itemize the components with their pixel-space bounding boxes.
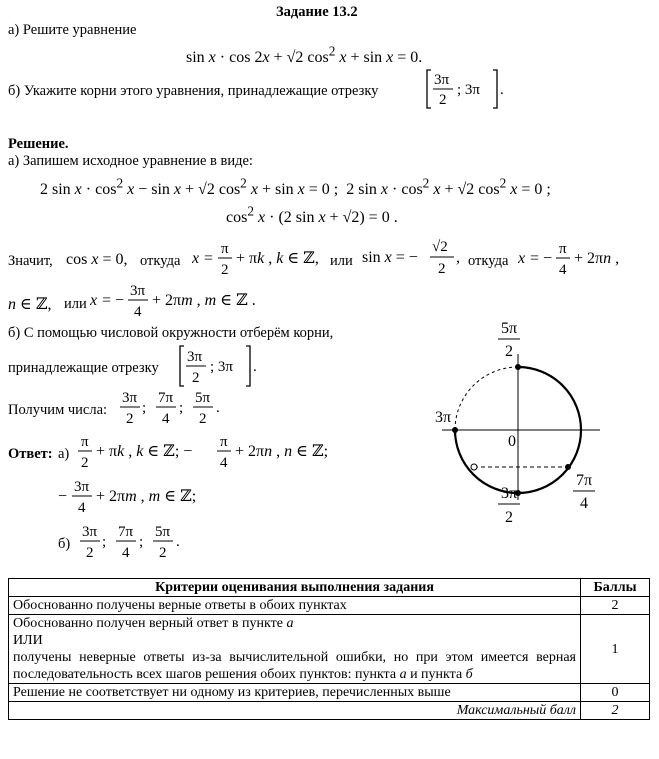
svg-text:x: x xyxy=(518,250,526,267)
answer-a-prefix: а) xyxy=(58,446,70,462)
svg-text:+ πk , k ∈ ℤ,: + πk , k ∈ ℤ, xyxy=(236,250,319,267)
svg-text:+ 2πn ,: + 2πn , xyxy=(574,250,620,267)
point-top xyxy=(515,364,521,370)
svg-text:x: x xyxy=(192,250,200,267)
svg-text:4: 4 xyxy=(162,411,170,427)
solution-eq1-line: 2 $\sin x \cdot \cos^2 x - \sin x + √2$ $\cos^2 x + \sin x = 0$ ; 2 $\sin x \cdot \cos^2 x + √2$ $\cos^2 x = 0$ ; xyxy=(40,176,551,199)
svg-text:5π: 5π xyxy=(501,320,518,337)
svg-text:√2: √2 xyxy=(432,239,448,255)
answer-a-line1-svg xyxy=(78,430,338,474)
sin-value-svg xyxy=(362,233,467,281)
svg-text:3π: 3π xyxy=(82,524,98,540)
svg-text:5π: 5π xyxy=(155,524,171,540)
svg-text:2: 2 xyxy=(438,261,446,277)
part-b-prompt: б) Укажите корни этого уравнения, принадлежащие отрезку xyxy=(8,83,379,99)
svg-text:3π: 3π xyxy=(74,479,90,495)
answer-a-line2-svg xyxy=(58,475,228,519)
answer-b-prefix: б) xyxy=(58,536,71,552)
svg-text:3π: 3π xyxy=(435,409,452,426)
svg-text:4: 4 xyxy=(78,500,86,516)
svg-text:.: . xyxy=(176,534,180,550)
answer-label: Ответ: xyxy=(8,446,53,462)
max-points-label: Максимальный балл xyxy=(9,702,581,720)
svg-text:π: π xyxy=(221,241,229,257)
svg-text:5π: 5π xyxy=(195,390,211,406)
svg-text:2: 2 xyxy=(199,411,207,427)
svg-text:+ πk , k ∈ ℤ; −: + πk , k ∈ ℤ; − xyxy=(96,443,193,460)
criteria-points: 1 xyxy=(581,615,650,684)
criteria-table xyxy=(8,578,650,720)
svg-text:+ 2πm , m ∈ ℤ .: + 2πm , m ∈ ℤ . xyxy=(152,292,256,309)
criteria-header: Критерии оценивания выполнения задания xyxy=(9,579,581,597)
svg-text:2: 2 xyxy=(439,92,447,108)
root3 xyxy=(90,279,280,328)
point-excluded xyxy=(471,464,477,470)
max-points-value: 2 xyxy=(581,702,650,720)
svg-text:.: . xyxy=(500,82,504,98)
svg-text:;: ; xyxy=(139,534,144,550)
circle-arc-dashed xyxy=(455,367,518,430)
solution-b-line2: принадлежащие отрезку xyxy=(8,360,159,376)
points-header: Баллы xyxy=(581,579,650,597)
obtained-values-svg xyxy=(118,386,233,430)
from-which-1: откуда xyxy=(140,253,181,269)
criteria-row xyxy=(9,597,650,615)
criteria-row xyxy=(9,684,650,702)
solution-heading: Решение. xyxy=(8,136,69,152)
max-points-row xyxy=(9,702,650,720)
svg-text:.: . xyxy=(216,400,220,416)
task-title: Задание 13.2 xyxy=(276,4,358,20)
point-left xyxy=(452,427,458,433)
svg-text:π: π xyxy=(559,241,567,257)
svg-text:2: 2 xyxy=(505,343,513,360)
sin-value xyxy=(362,233,467,286)
svg-text:; 3π: ; 3π xyxy=(457,82,480,98)
svg-text:3π: 3π xyxy=(122,390,138,406)
main-equation-text: sin x · cos 2x + √2 $\cos^2 x + \sin x = 0$. xyxy=(186,44,423,67)
answer-a-line1 xyxy=(78,430,338,479)
criteria-points: 0 xyxy=(581,684,650,702)
svg-text:2: 2 xyxy=(81,455,89,471)
root1-svg xyxy=(192,237,322,281)
answer-a-line2 xyxy=(58,475,228,524)
point-7pi4 xyxy=(565,464,571,470)
or-text: или xyxy=(330,253,353,269)
svg-text:4: 4 xyxy=(580,495,588,512)
root2-svg xyxy=(518,237,653,281)
svg-text:2: 2 xyxy=(86,545,94,561)
svg-text:7π: 7π xyxy=(118,524,134,540)
solution-eq3-line: $\cos^2 x \cdot (2$ sin x + √2) = 0 . xyxy=(226,204,398,227)
svg-text:2: 2 xyxy=(159,545,167,561)
part-a-prompt: а) Решите уравнение xyxy=(8,22,137,38)
solution-a-intro: а) Запишем исходное уравнение в виде: xyxy=(8,153,253,169)
svg-text:π: π xyxy=(220,434,228,450)
solution-b-line1: б) С помощью числовой окружности отберём корни, xyxy=(8,325,334,341)
svg-text:2: 2 xyxy=(192,370,200,386)
svg-text:3π: 3π xyxy=(130,283,146,299)
criteria-header-row xyxy=(9,579,650,597)
interval-bracket xyxy=(425,68,505,115)
svg-text:x: x xyxy=(90,292,98,309)
criteria-text: Обоснованно получены верные ответы в обоих пунктах xyxy=(9,597,581,615)
answer-b-values-svg xyxy=(78,520,193,564)
svg-text:7π: 7π xyxy=(576,472,593,489)
root3-svg xyxy=(90,279,280,323)
svg-text:= −: = − xyxy=(102,292,125,309)
criteria-text: Обоснованно получен верный ответ в пункте а ИЛИ получены неверные ответы из-за вычислительной ошибки, но при этом имеется верная последовательность всех шагов решения обоих пунктов: пункта а и пункта б xyxy=(9,615,581,684)
svg-text:+ 2πm , m ∈ ℤ;: + 2πm , m ∈ ℤ; xyxy=(96,488,197,505)
root2 xyxy=(518,237,653,286)
interval-2-svg xyxy=(178,344,258,388)
obtained-values xyxy=(118,386,233,435)
svg-text:3π: 3π xyxy=(501,485,518,502)
svg-text:+ 2πn , n ∈ ℤ;: + 2πn , n ∈ ℤ; xyxy=(235,443,329,460)
hence-text: Значит, xyxy=(8,253,53,269)
svg-text:;: ; xyxy=(142,400,147,416)
from-which-2: откуда xyxy=(468,253,509,269)
criteria-text: Решение не соответствует ни одному из критериев, перечисленных выше xyxy=(9,684,581,702)
svg-text:0: 0 xyxy=(508,433,516,450)
svg-text:,: , xyxy=(456,249,460,266)
cos-zero: cos x = 0, xyxy=(66,251,128,268)
svg-text:sin x = −: sin x = − xyxy=(362,249,418,266)
interval-svg xyxy=(425,68,505,110)
svg-text:3π: 3π xyxy=(434,72,450,88)
obtained-text: Получим числа: xyxy=(8,402,108,418)
svg-text:.: . xyxy=(253,359,257,375)
svg-text:2: 2 xyxy=(126,411,134,427)
svg-text:4: 4 xyxy=(134,304,142,320)
criteria-points: 2 xyxy=(581,597,650,615)
answer-b-values xyxy=(78,520,193,569)
svg-text:;: ; xyxy=(179,400,184,416)
criteria-row xyxy=(9,615,650,684)
svg-text:=: = xyxy=(204,250,214,267)
svg-text:= −: = − xyxy=(530,250,553,267)
svg-text:3π: 3π xyxy=(187,349,203,365)
svg-text:7π: 7π xyxy=(158,390,174,406)
main-equation xyxy=(186,44,422,67)
svg-text:4: 4 xyxy=(559,262,567,278)
svg-text:−: − xyxy=(58,488,68,505)
or-text-2: или xyxy=(64,296,87,312)
svg-text:4: 4 xyxy=(122,545,130,561)
svg-text:π: π xyxy=(81,434,89,450)
root2-tail: n ∈ ℤ, xyxy=(8,296,52,313)
svg-text:; 3π: ; 3π xyxy=(210,359,233,375)
number-circle-diagram xyxy=(430,318,610,528)
svg-text:;: ; xyxy=(102,534,107,550)
svg-text:2: 2 xyxy=(221,262,229,278)
svg-text:4: 4 xyxy=(220,455,228,471)
svg-text:2: 2 xyxy=(505,509,513,526)
